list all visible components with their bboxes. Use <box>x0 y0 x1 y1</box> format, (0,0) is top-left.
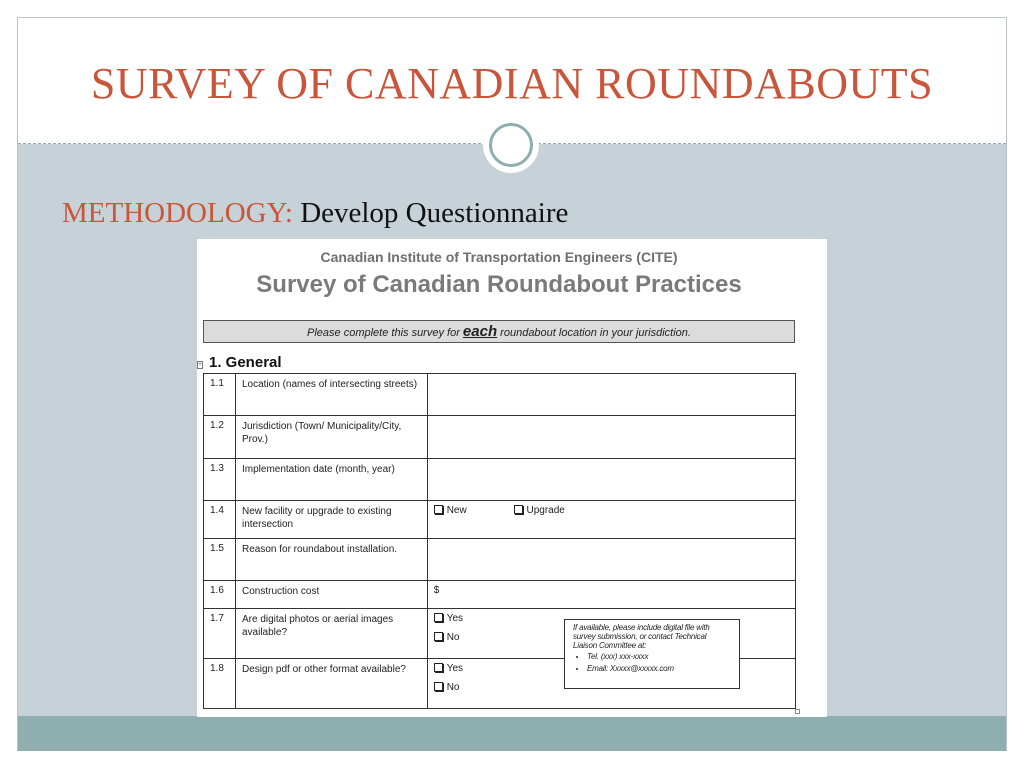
row-answer <box>427 374 795 416</box>
row-number: 1.8 <box>204 659 236 709</box>
table-row <box>204 459 796 501</box>
row-number: 1.3 <box>204 459 236 501</box>
row-answer <box>427 459 795 501</box>
checkbox-icon <box>434 663 443 672</box>
row-question: Design pdf or other format available? <box>235 659 427 709</box>
section-expand-icon: + <box>198 362 202 368</box>
row-answer <box>427 416 795 459</box>
table-row <box>204 501 796 539</box>
row-question: Location (names of intersecting streets) <box>235 374 427 416</box>
row-answer <box>427 501 795 539</box>
instruction-banner <box>203 320 795 343</box>
subtitle-label: METHODOLOGY: <box>62 197 293 229</box>
subtitle-text: Develop Questionnaire <box>300 197 569 229</box>
option-label: No <box>446 682 460 693</box>
row-answer <box>427 539 795 581</box>
checkbox-icon <box>434 632 443 641</box>
row-question: New facility or upgrade to existing intersection <box>235 501 427 539</box>
row-number: 1.6 <box>204 581 236 609</box>
row-number: 1.2 <box>204 416 236 459</box>
table-row <box>204 539 796 581</box>
checkbox-icon <box>514 505 523 514</box>
row-question: Construction cost <box>235 581 427 609</box>
note-email: • Email: Xxxxx@xxxxx.com <box>587 664 731 673</box>
row-question: Jurisdiction (Town/ Municipality/City, Prov.) <box>235 416 427 459</box>
questionnaire-image <box>197 239 827 717</box>
row-question: Implementation date (month, year) <box>235 459 427 501</box>
contact-note <box>564 619 740 689</box>
section-heading: 1. General <box>209 354 282 371</box>
circle-ornament-icon <box>483 117 539 173</box>
row-answer: $ <box>427 581 795 609</box>
option-label: Yes <box>446 663 464 674</box>
row-number: 1.5 <box>204 539 236 581</box>
checkbox-icon <box>434 682 443 691</box>
checkbox-icon <box>434 505 443 514</box>
row-number: 1.1 <box>204 374 236 416</box>
note-text: If available, please include digital file with survey submission, or contact Technical Liaison Committee at: <box>573 623 710 650</box>
row-question: Reason for roundabout installation. <box>235 539 427 581</box>
footer-band <box>18 716 1006 751</box>
table-row <box>204 374 796 416</box>
table-row <box>204 581 796 609</box>
document-title: Survey of Canadian Roundabout Practices <box>256 271 742 298</box>
row-number: 1.7 <box>204 609 236 659</box>
option-label: Upgrade <box>526 505 565 516</box>
row-number: 1.4 <box>204 501 236 539</box>
option-upgrade <box>514 505 565 516</box>
row-question: Are digital photos or aerial images available? <box>235 609 427 659</box>
instruction-emphasis: each <box>462 323 498 340</box>
instruction-text-before: Please complete this survey for <box>307 327 463 339</box>
note-list <box>573 652 731 673</box>
option-label: No <box>446 632 460 643</box>
document-organization: Canadian Institute of Transportation Engineers (CITE) <box>320 249 678 265</box>
slide-title: SURVEY OF CANADIAN ROUNDABOUTS <box>90 59 934 108</box>
subtitle <box>62 197 568 230</box>
circle-ornament-ring <box>489 123 533 167</box>
option-label: Yes <box>446 613 464 624</box>
instruction-text-after: roundabout location in your jurisdiction. <box>497 327 691 339</box>
option-label: New <box>446 505 467 516</box>
resize-handle-icon <box>795 709 800 714</box>
option-new <box>434 505 467 516</box>
note-tel: • Tel. (xxx) xxx-xxxx <box>587 652 731 661</box>
checkbox-icon <box>434 613 443 622</box>
table-row <box>204 416 796 459</box>
